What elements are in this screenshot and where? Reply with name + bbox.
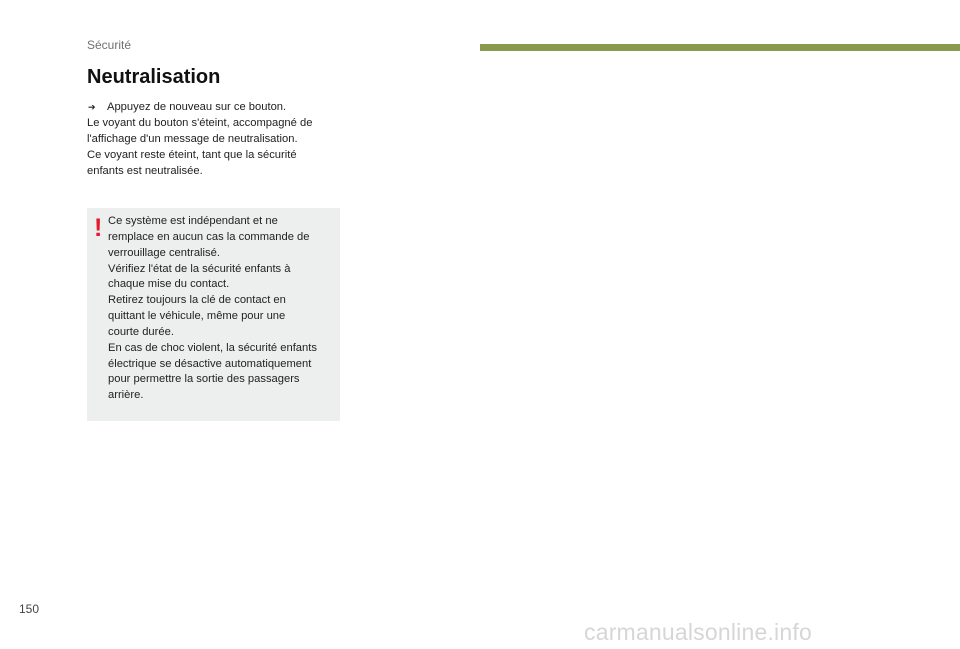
warning-line: Ce système est indépendant et ne: [108, 215, 278, 227]
body-line: Ce voyant reste éteint, tant que la sécurité: [87, 149, 297, 161]
header-accent-bar: [480, 44, 960, 51]
exclamation-warning-icon: !: [94, 214, 103, 242]
arrow-bullet-icon: ➔: [88, 102, 96, 112]
warning-line: arrière.: [108, 389, 144, 402]
body-line: Le voyant du bouton s'éteint, accompagné de: [87, 117, 313, 129]
warning-line: verrouillage centralisé.: [108, 246, 220, 259]
warning-line: Retirez toujours la clé de contact en: [108, 294, 286, 307]
body-line: l'affichage d'un message de neutralisation.: [87, 133, 298, 145]
warning-line: En cas de choc violent, la sécurité enfants: [108, 341, 317, 354]
body-text: [87, 99, 349, 179]
instruction-line: [87, 99, 349, 115]
warning-box: [87, 208, 340, 421]
warning-line: chaque mise du contact.: [108, 278, 230, 291]
section-label: Sécurité: [87, 38, 132, 52]
body-line: enfants est neutralisée.: [87, 165, 203, 177]
watermark: carmanualsonline.info: [584, 619, 812, 645]
warning-line: électrique se désactive automatiquement: [108, 357, 312, 370]
warning-line: courte durée.: [108, 325, 174, 338]
warning-line: Vérifiez l'état de la sécurité enfants à: [108, 262, 291, 275]
page-title: Neutralisation: [87, 66, 221, 88]
warning-line: quittant le véhicule, même pour une: [108, 310, 286, 323]
warning-text: [108, 214, 340, 404]
page-number: 150: [19, 602, 40, 616]
instruction-text: Appuyez de nouveau sur ce bouton.: [107, 101, 287, 113]
warning-line: remplace en aucun cas la commande de: [108, 230, 310, 243]
warning-line: pour permettre la sortie des passagers: [108, 373, 300, 386]
